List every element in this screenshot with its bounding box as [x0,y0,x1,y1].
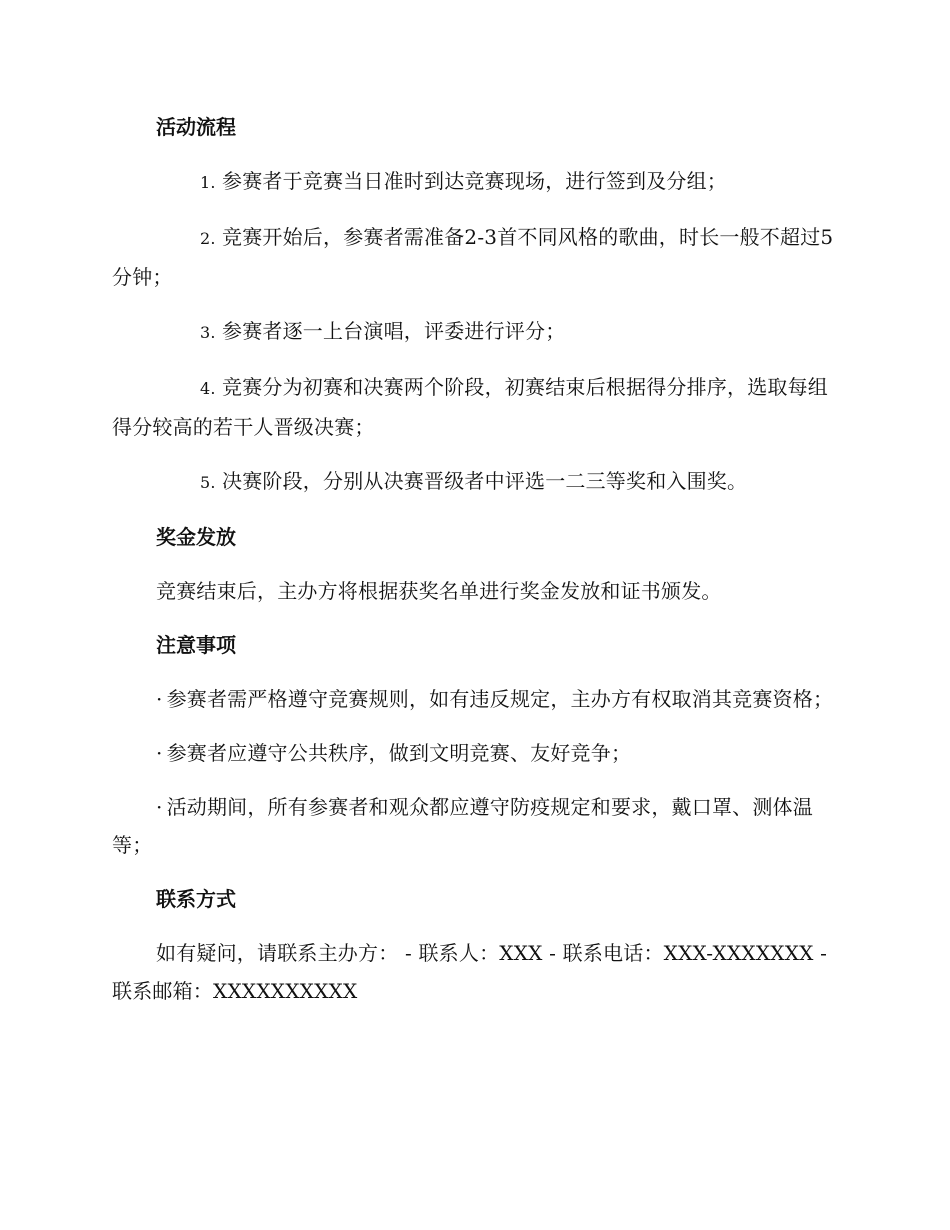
notice-item-2 [112,734,834,772]
list-number: 5. [200,473,216,492]
list-number: 1. [200,173,216,192]
section-heading-process: 活动流程 [156,115,236,139]
list-number: 2. [200,229,216,248]
list-number: 4. [200,379,216,398]
process-item-5 [112,462,834,502]
bullet-mark: · [156,687,163,711]
process-item-2 [112,218,834,296]
list-item-text: 参赛者逐一上台演唱，评委进行评分； [222,319,566,343]
list-item-text: 竞赛分为初赛和决赛两个阶段，初赛结束后根据得分排序，选取每组得分较高的若干人晋级决赛； [112,375,828,439]
list-item-text: 参赛者应遵守公共秩序，做到文明竞赛、友好竞争； [166,741,632,765]
section-heading-notice: 注意事项 [156,633,236,657]
list-item-text: 参赛者需严格遵守竞赛规则，如有违反规定，主办方有权取消其竞赛资格； [166,687,834,711]
bullet-mark: · [156,741,163,765]
contact-paragraph: 如有疑问，请联系主办方： - 联系人：XXX - 联系电话：XXX-XXXXXXX - 联系邮箱：XXXXXXXXXX [112,941,828,1003]
process-item-3 [112,312,834,352]
notice-item-3 [112,788,834,864]
list-number: 3. [200,323,216,342]
section-heading-prize: 奖金发放 [156,525,236,549]
list-item-text: 参赛者于竞赛当日准时到达竞赛现场，进行签到及分组； [222,169,727,193]
list-item-text: 活动期间，所有参赛者和观众都应遵守防疫规定和要求，戴口罩、测体温等； [112,795,813,857]
list-item-text: 决赛阶段，分别从决赛晋级者中评选一二三等奖和入围奖。 [222,469,748,493]
prize-paragraph: 竞赛结束后，主办方将根据获奖名单进行奖金发放和证书颁发。 [156,579,722,603]
section-heading-contact: 联系方式 [156,887,236,911]
process-item-1 [112,162,834,202]
document-page [112,108,834,1026]
process-item-4 [112,368,834,446]
bullet-mark: · [156,795,163,819]
notice-item-1 [112,680,834,718]
list-item-text: 竞赛开始后，参赛者需准备2-3首不同风格的歌曲，时长一般不超过5分钟； [112,225,834,289]
